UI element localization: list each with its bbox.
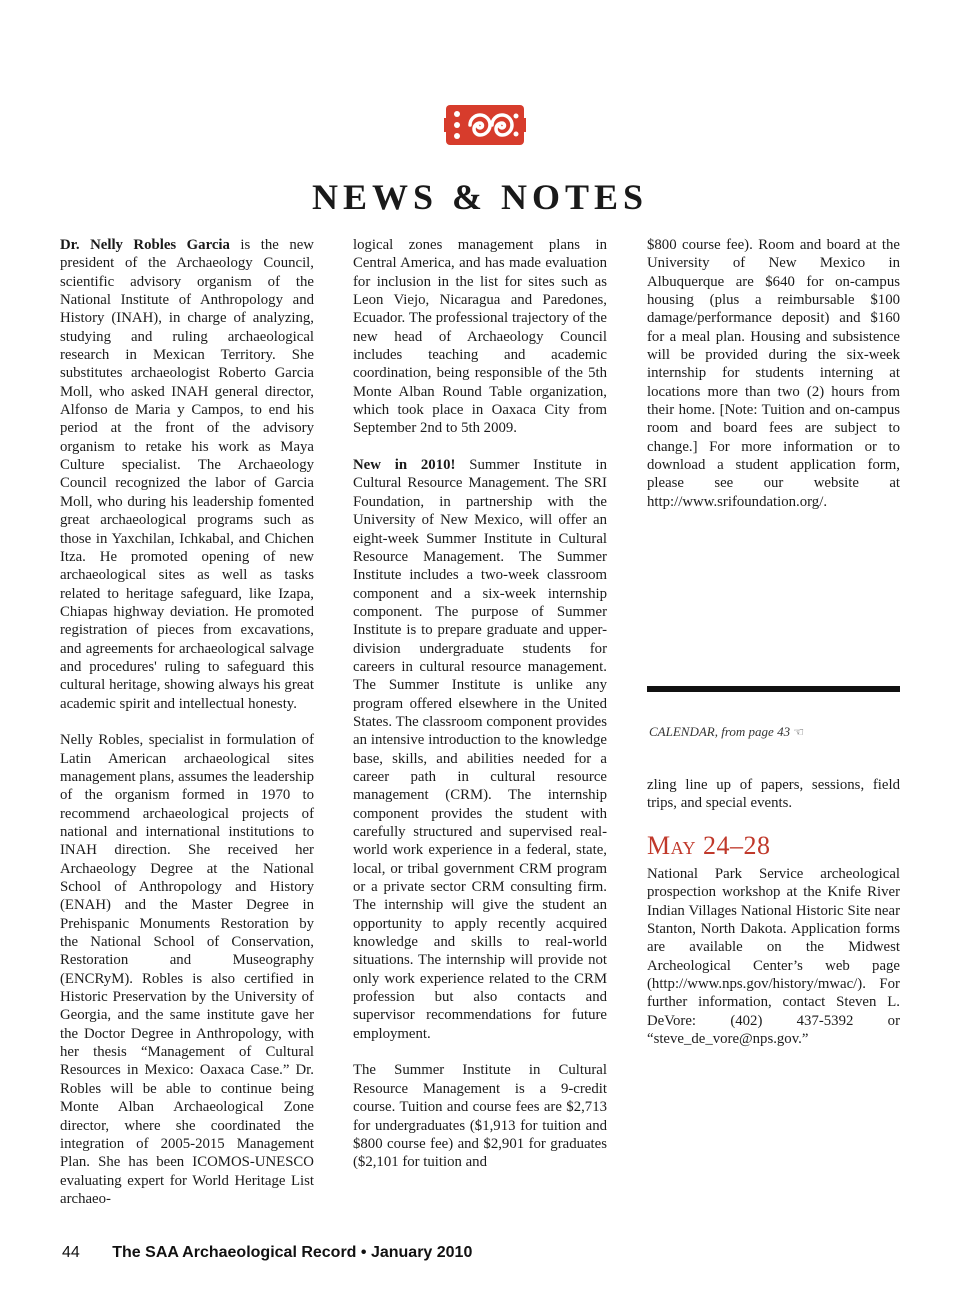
column-3-calendar <box>647 776 900 1067</box>
article-summer-institute-paragraph-3: $800 course fee). Room and board at the University of New Mexico in Albuquerque are $640 for on-campus housing (plus a reimbursable $100 damage/performance deposit) and $160 for a meal plan. Housing and subsistence will be provided during the six-week internship for students interning at locations more than two (2) hours from their home. [Note: Tuition and on-campus room and board fees are subject to change.] For more information or to download a student application form, please see our website at http://www.srifoundation.org/. <box>647 237 900 510</box>
lead-new-in-2010: New in 2010! <box>353 457 456 474</box>
page-number: 44 <box>62 1244 80 1261</box>
pointing-hand-icon: ☜ <box>793 725 805 739</box>
publication-line: The SAA Archaeological Record • January 2010 <box>112 1244 473 1261</box>
column-2 <box>353 236 607 1190</box>
article-robles-paragraph-2: Nelly Robles, specialist in formulation of Latin American archaeological sites management plans, assumes the leadership of the organism formed in 1970 to recommend archaeological projects of national and international institutions to INAH direction. She received her Archaeology Degree at the National School of Anthropology and History (ENAH) and the Master Degree in Prehispanic Monuments Restoration by the National School of Conservation, Restoration and Museography (ENCRyM). Robles is also certified in Historic Preservation by the University of Georgia, and the same institute gave her the Doctor Degree in Anthropology, with her thesis “Management of Cultural Resources in Mexico: Oaxaca Case.” Dr. Robles will be able to continue being Monte Alban Archaeological Zone director, where she coordinated the integration of 2005-2015 Management Plan. She has been ICOMOS-UNESCO evaluating expert for World Heritage List archaeo- <box>60 732 314 1207</box>
paragraph-text: is the new president of the Archaeology Council, scientific advisory organism of the National Institute of Anthropology and History (INAH), in charge of analyzing, studying and ruling archaeological research in Mexican Territory. She substitutes archaeologist Roberto Garcia Moll, who asked INAH general director, Alfonso de Maria y Campos, to end his period at the front of the advisory organism to retake his work as Maya Culture specialist. The Archaeology Council recognized the labor of Garcia Moll, who during his leadership fomented great archaeological programs such as those in Yaxchilan, Ichkabal, and Chichen Itza. He promoted opening of new archaeological sites as well as tasks related to heritage safeguard, like Izapa, Chiapas highway deviation. He promoted registration of pieces from excavations, and agreements for archaeological salvage and procedures' ruling to safeguard this cultural heritage, showing always his great academic spirit and intellectual honesty. <box>60 237 314 712</box>
red-spiral-glyph-icon <box>444 104 526 146</box>
event-month: May <box>647 831 696 861</box>
column-3 <box>647 236 900 530</box>
page-footer <box>62 1244 472 1262</box>
page-title: NEWS & NOTES <box>311 177 649 217</box>
article-robles-paragraph-3: logical zones management plans in Central America, and has made evaluation for inclusion in the list for sites such as Leon Viejo, Nicaragua and Paredones, Ecuador. The professional trajectory of the new head of Archaeology Council includes teaching and academic coordination, being responsible of the 5th Monte Alban Round Table organization, which took place in Oaxaca City from September 2nd to 5th 2009. <box>353 237 607 437</box>
event-date-heading <box>647 831 900 861</box>
column-1 <box>60 236 314 1227</box>
event-description: National Park Service archeological prospection workshop at the Knife River Indian Villages National Historic Site near Stanton, North Dakota. Application forms are available on the Midwest Archeological Center’s web page (http://www.nps.gov/history/mwac/). For further information, contact Steven L. DeVore: (402) 437-5392 or “steve_de_vore@nps.gov.” <box>647 866 900 1048</box>
calendar-ref-label: CALENDAR, from page 43 <box>649 724 791 739</box>
calendar-continuation-ref <box>649 724 899 740</box>
calendar-continued-text: zling line up of papers, sessions, field trips, and special events. <box>647 777 900 812</box>
article-robles-paragraph-1 <box>60 236 314 713</box>
paragraph-text: Summer Institute in Cultural Resource Management. The SRI Foundation, in partnership with the University of New Mexico, will offer an eight-week Summer Institute in Cultural Resource Management. The Summer Institute includes a two-week classroom component and a six-week internship component. The purpose of Summer Institute is to prepare graduate and upper-division undergraduate students for careers in cultural resource management. The Summer Institute is unlike any program offered elsewhere in the United States. The classroom component provides an intensive introduction to the knowledge base, skills, and abilities needed for a career path in cultural resource management (CRM). The internship component provides the student with carefully structured and supervised real-world work experience in a federal, state, local, or tribal government CRM program or a private sector CRM consulting firm. The internship will give the student an opportunity to apply recently acquired knowledge and skills to real-world situations. The internship will provide not only work experience related to the CRM profession but also contacts and supervisor recommendations for future employment. <box>353 457 607 1042</box>
article-summer-institute-paragraph-2: The Summer Institute in Cultural Resource Management is a 9-credit course. Tuition and course fees are $2,713 for undergraduates ($1,913 for tuition and $800 course fee) and $2,901 for graduates ($2,101 for tuition and <box>353 1062 607 1171</box>
event-days: 24–28 <box>695 831 771 861</box>
header-logo <box>444 104 526 146</box>
lead-name: Dr. Nelly Robles Garcia <box>60 237 230 253</box>
section-divider-rule <box>647 686 900 692</box>
article-summer-institute-paragraph-1 <box>353 456 607 1043</box>
